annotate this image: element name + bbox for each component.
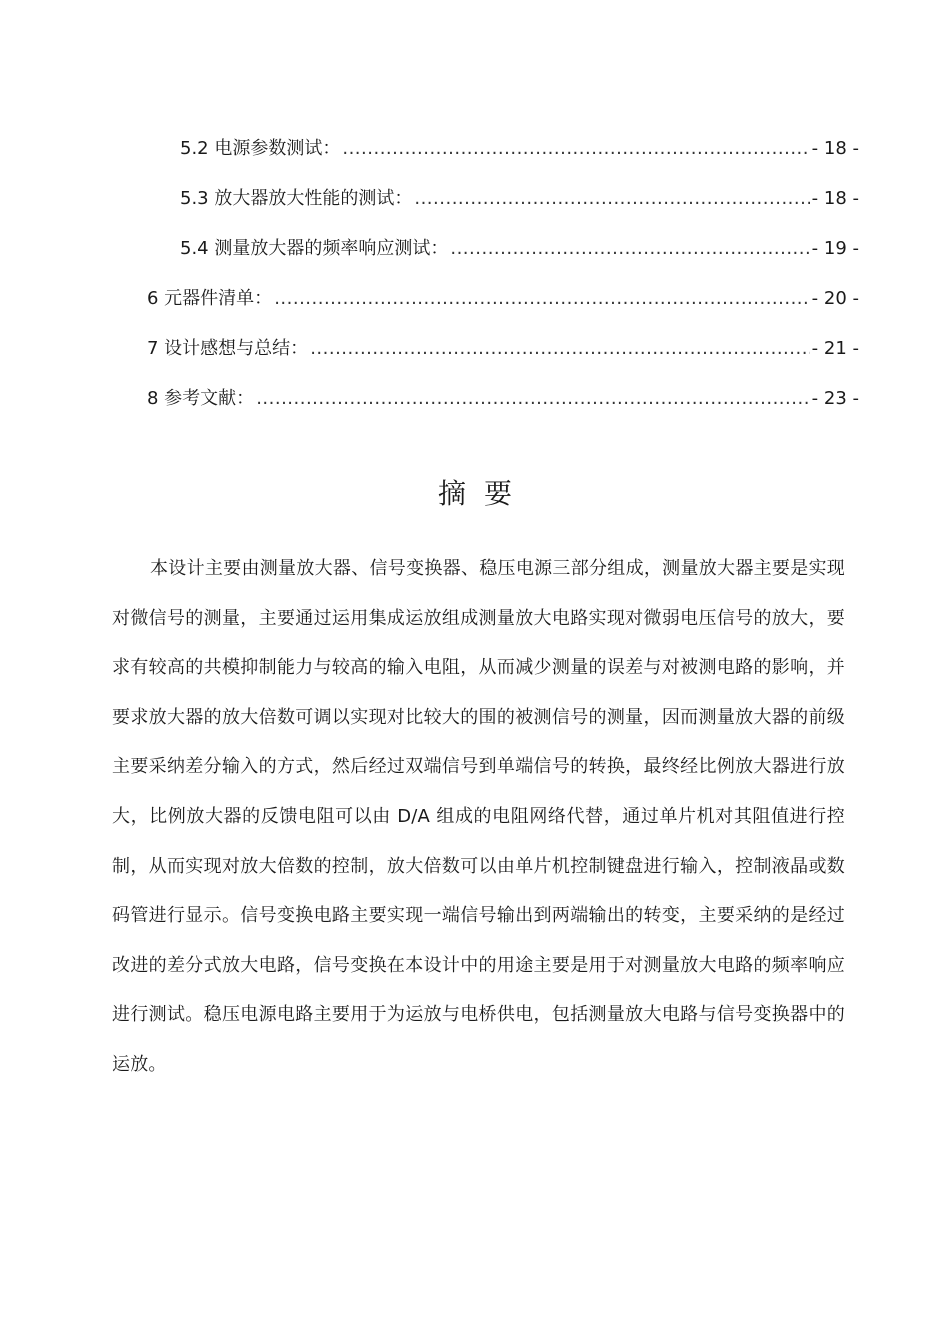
toc-dot-leader [274, 286, 809, 312]
toc-dot-leader [450, 236, 809, 262]
toc-entry-page: - 18 - [811, 188, 859, 209]
toc-entry-label: 7 设计感想与总结： [147, 338, 309, 359]
toc-dot-leader [342, 136, 809, 162]
toc-entry-page: - 21 - [811, 338, 859, 359]
toc-entry-page: - 18 - [811, 138, 859, 159]
toc-entry-5-2[interactable] [180, 136, 859, 162]
toc-entry-page: - 23 - [811, 388, 859, 409]
toc-entry-label: 8 参考文献： [147, 388, 255, 409]
toc-entry-6[interactable] [147, 286, 859, 312]
abstract-paragraph: 本设计主要由测量放大器、信号变换器、稳压电源三部分组成，测量放大器主要是实现对微信号的测量，主要通过运用集成运放组成测量放大电路实现对微弱电压信号的放大，要求有较高的共模抑制能力与较高的输入电阻，从而减少测量的误差与对被测电路的影响，并要求放大器的放大倍数可调以实现对比较大的围的被测信号的测量，因而测量放大器的前级主要采纳差分输入的方式，然后经过双端信号到单端信号的转换，最终经比例放大器进行放大，比例放大器的反馈电阻可以由 D/A 组成的电阻网络代替，通过单片机对其阻值进行控制，从而实现对放大倍数的控制，放大倍数可以由单片机控制键盘进行输入，控制液晶或数码管进行显示。信号变换电路主要实现一端信号输出到两端输出的转变，主要采纳的是经过改进的差分式放大电路，信号变换在本设计中的用途主要是用于对测量放大电路的频率响应进行测试。稳压电源电路主要用于为运放与电桥供电，包括测量放大电路与信号变换器中的运放。 [112, 558, 845, 1075]
toc-entry-5-4[interactable] [180, 236, 859, 262]
toc-entry-page: - 19 - [811, 238, 859, 259]
toc-dot-leader [310, 336, 809, 362]
toc-entry-label: 6 元器件清单： [147, 288, 273, 309]
toc-dot-leader [256, 386, 809, 412]
toc-dot-leader [414, 186, 809, 212]
toc-entry-label: 5.2 电源参数测试： [180, 138, 341, 159]
toc-entry-page: - 20 - [811, 288, 859, 309]
toc-entry-label: 5.3 放大器放大性能的测试： [180, 188, 413, 209]
toc-entry-5-3[interactable] [180, 186, 859, 212]
toc-entry-8[interactable] [147, 386, 859, 412]
toc-entry-label: 5.4 测量放大器的频率响应测试： [180, 238, 449, 259]
abstract-heading: 摘要 [437, 477, 530, 510]
toc-entry-7[interactable] [147, 336, 859, 362]
